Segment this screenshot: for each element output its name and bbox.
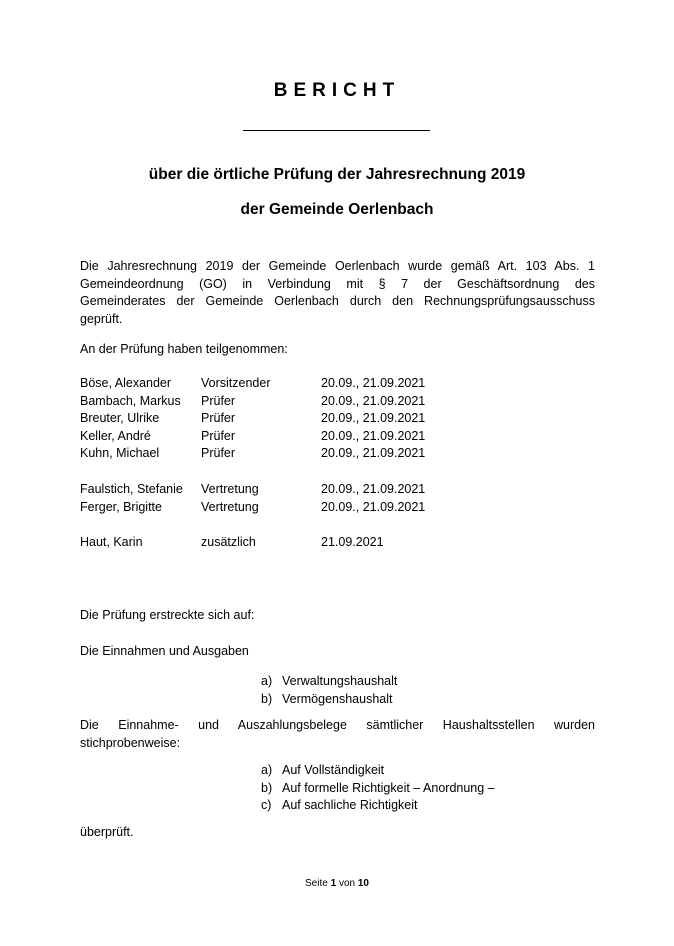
participant-role: Vorsitzender — [201, 376, 271, 390]
footer-prefix: Seite — [305, 878, 328, 889]
intro-line: Gemeinderates der Gemeinde Oerlenbach durch den Rechnungsprüfungsausschuss — [80, 294, 595, 309]
participant-dates: 20.09., 21.09.2021 — [321, 393, 426, 408]
footer-total-pages: 10 — [357, 878, 369, 889]
list-marker: a) — [261, 674, 273, 688]
participant-row — [80, 375, 425, 393]
participant-row — [80, 534, 425, 552]
intro-line: Gemeindeordnung (GO) in Verbindung mit § 7 der Geschäftsordnung des — [80, 276, 595, 291]
spacer — [80, 516, 425, 534]
participants-heading: An der Prüfung haben teilgenommen: — [80, 342, 288, 356]
spacer — [80, 463, 425, 481]
participant-name: Breuter, Ulrike — [80, 411, 160, 426]
participant-dates: 20.09., 21.09.2021 — [321, 499, 426, 514]
vouchers-line: Die Einnahme- und Auszahlungsbelege sämtlicher Haushaltsstellen wurden — [80, 718, 595, 732]
participant-role: Prüfer — [201, 393, 236, 408]
list-text: Auf sachliche Richtigkeit — [282, 798, 418, 813]
participant-dates: 21.09.2021 — [321, 535, 384, 550]
list-text: Verwaltungshaushalt — [282, 674, 398, 688]
list-item — [261, 762, 495, 780]
title-underline — [243, 130, 430, 131]
list-item — [261, 673, 397, 691]
list-text: Auf formelle Richtigkeit – Anordnung – — [282, 780, 495, 795]
page-footer — [0, 877, 674, 891]
closing-text: überprüft. — [80, 825, 134, 839]
participant-name: Ferger, Brigitte — [80, 499, 162, 514]
scope-heading: Die Prüfung erstreckte sich auf: — [80, 608, 255, 622]
participant-name: Kuhn, Michael — [80, 446, 160, 461]
intro-paragraph — [80, 258, 595, 328]
participant-role: Prüfer — [201, 411, 236, 426]
list-item — [261, 797, 495, 815]
participant-row — [80, 428, 425, 446]
list-text: Vermögenshaushalt — [282, 691, 393, 706]
participant-name: Bambach, Markus — [80, 393, 181, 408]
subtitle-line-2: der Gemeinde Oerlenbach — [240, 201, 434, 218]
list-item — [261, 691, 397, 709]
participant-row — [80, 499, 425, 517]
list-text: Auf Vollständigkeit — [282, 763, 385, 777]
footer-page-number: 1 — [330, 878, 337, 889]
participant-role: zusätzlich — [201, 535, 256, 550]
participant-role: Vertretung — [201, 499, 259, 514]
intro-line: geprüft. — [80, 311, 123, 326]
participant-role: Prüfer — [201, 446, 236, 461]
participant-row — [80, 481, 425, 499]
participant-role: Vertretung — [201, 481, 259, 496]
participant-row — [80, 410, 425, 428]
participant-dates: 20.09., 21.09.2021 — [321, 428, 426, 443]
participant-row — [80, 445, 425, 463]
vouchers-paragraph — [80, 717, 595, 752]
list-marker: b) — [261, 691, 273, 706]
participant-dates: 20.09., 21.09.2021 — [321, 481, 426, 496]
participant-dates: 20.09., 21.09.2021 — [321, 446, 426, 461]
subtitle-line-1: über die örtliche Prüfung der Jahresrechnung 2019 — [148, 166, 526, 183]
intro-line: Die Jahresrechnung 2019 der Gemeinde Oerlenbach wurde gemäß Art. 103 Abs. 1 — [80, 259, 595, 273]
participant-name: Faulstich, Stefanie — [80, 481, 183, 496]
income-list — [261, 673, 397, 708]
participants-list — [80, 375, 425, 552]
list-marker: a) — [261, 763, 273, 777]
participant-name: Haut, Karin — [80, 535, 143, 550]
participant-dates: 20.09., 21.09.2021 — [321, 411, 426, 426]
list-item — [261, 780, 495, 798]
participant-name: Keller, André — [80, 428, 151, 443]
list-marker: c) — [261, 798, 272, 813]
income-heading: Die Einnahmen und Ausgaben — [80, 644, 249, 658]
participant-row — [80, 393, 425, 411]
participant-role: Prüfer — [201, 428, 236, 443]
participant-name: Böse, Alexander — [80, 376, 172, 390]
vouchers-list — [261, 762, 495, 815]
participant-dates: 20.09., 21.09.2021 — [321, 376, 426, 390]
list-marker: b) — [261, 780, 273, 795]
document-title: BERICHT — [273, 80, 401, 101]
footer-middle: von — [338, 878, 356, 889]
vouchers-line: stichprobenweise: — [80, 735, 181, 750]
